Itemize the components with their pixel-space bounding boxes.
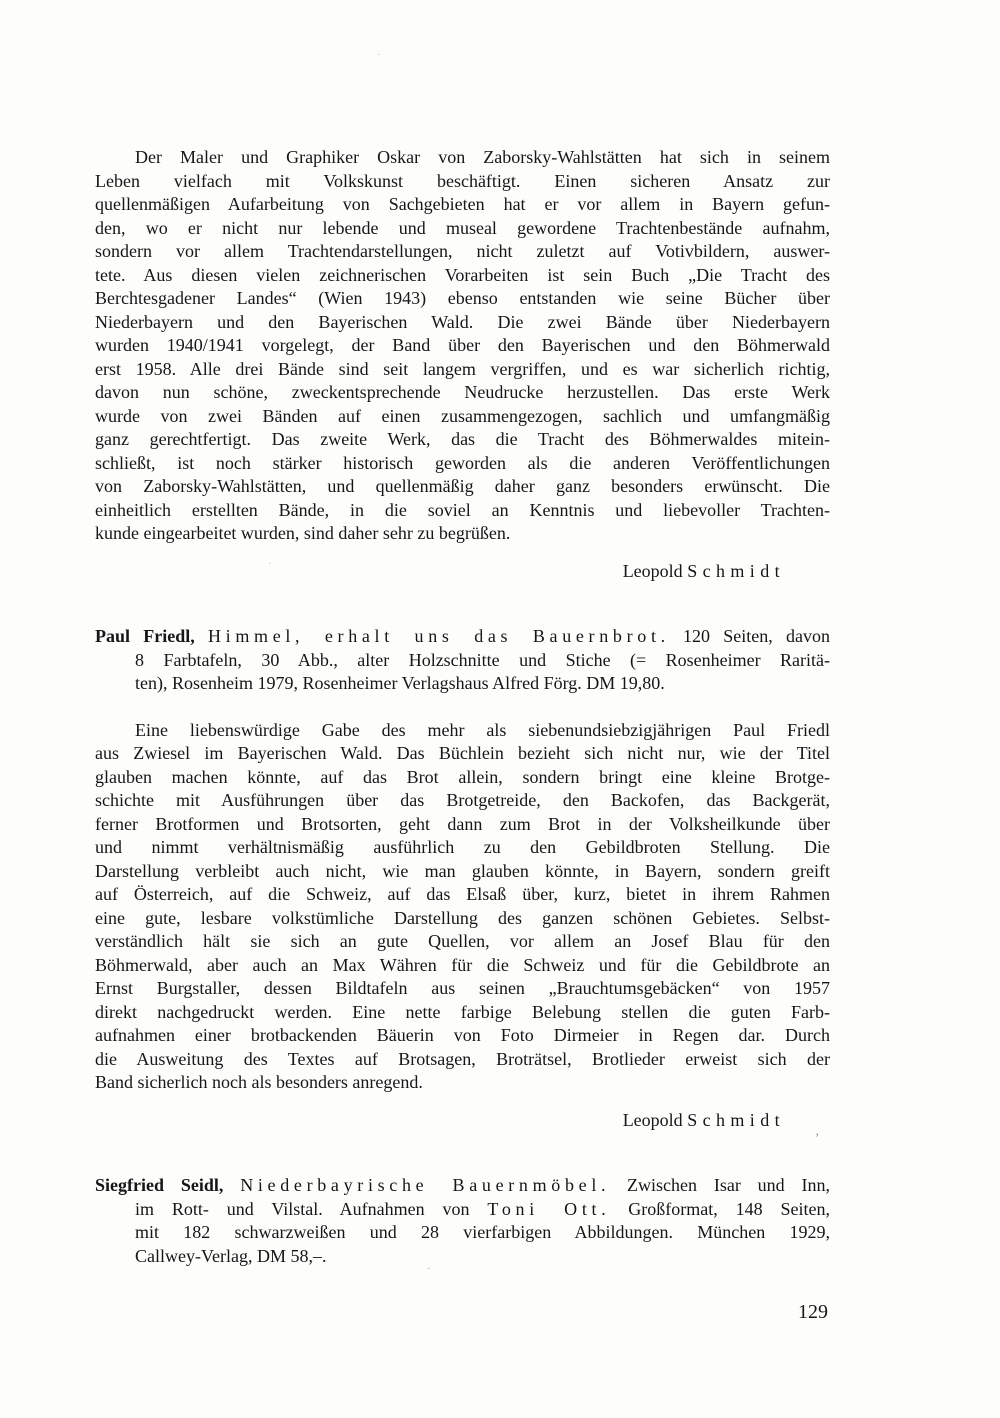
text-line: schichte mit Ausführungen über das Brotgetreide, den Backofen, das Backgerät, bbox=[95, 790, 830, 810]
text-line: Niederbayern und den Bayerischen Wald. Die zwei Bände über Niederbayern bbox=[95, 311, 830, 332]
text-line: Darstellung verbleibt auch nicht, wie man glauben könnte, in Bayern, sondern greift bbox=[95, 860, 830, 881]
text-line: aus Zwiesel im Bayerischen Wald. Das Büchlein bezieht sich nicht nur, wie der Titel bbox=[95, 743, 830, 763]
text-line: auf Österreich, auf die Schweiz, auf das Elsaß über, kurz, bietet in ihrem Rahmen bbox=[95, 884, 830, 904]
text-line: und nimmt verhältnismäßig ausführlich zu den Gebildbroten Stellung. Die bbox=[95, 837, 830, 857]
text-line: Eine liebenswürdige Gabe des mehr als siebenundsiebzigjährigen Paul Friedl bbox=[135, 719, 830, 740]
text-line: Ernst Burgstaller, dessen Bildtafeln aus seinen „Brauchtumsgebäcken“ von 1957 bbox=[95, 978, 830, 998]
speck-after-signature-2: ’ bbox=[815, 1130, 820, 1145]
text-line: Der Maler und Graphiker Oskar von Zaborsky-Wahlstätten hat sich in seinem bbox=[135, 147, 830, 167]
text-line: 8 Farbtafeln, 30 Abb., alter Holzschnitte und Stiche (= Rosenheimer Raritä- bbox=[135, 649, 830, 670]
signature-given-name: Leopold bbox=[622, 1109, 688, 1130]
text-line: Callwey-Verlag, DM 58,–. bbox=[135, 1245, 327, 1266]
signature-family-name: Schmidt bbox=[687, 1109, 785, 1130]
reviewer-signature-2 bbox=[95, 1109, 830, 1133]
text-line: den, wo er nicht nur lebende und museal gewordene Trachtenbestände aufnahm, bbox=[95, 217, 830, 238]
speck-mid-left: · bbox=[268, 559, 272, 570]
entry-details: 120 Seiten, davon bbox=[669, 626, 831, 646]
text-line: wurde von zwei Bänden auf einen zusammengezogen, sachlich und umfangmäßig bbox=[95, 405, 830, 426]
entry-author: Siegfried Seidl, bbox=[95, 1175, 241, 1195]
text-line: erst 1958. Alle drei Bände sind seit langem vergriffen, und es war sicherlich richtig, bbox=[95, 358, 830, 379]
text-line bbox=[95, 1198, 830, 1222]
text-line: ferner Brotformen und Brotsorten, geht dann zum Brot in der Volksheilkunde über bbox=[95, 813, 830, 834]
text-line: Leben vielfach mit Volkskunst beschäftigt. Einen sicheren Ansatz zur bbox=[95, 170, 830, 191]
review-paragraph-zaborsky bbox=[95, 146, 830, 546]
text-line: von Zaborsky-Wahlstätten, und quellenmäßig daher ganz besonders erwünscht. Die bbox=[95, 476, 830, 496]
text-line: wurden 1940/1941 vorgelegt, der Band über den Bayerischen und den Böhmerwald bbox=[95, 335, 830, 355]
text-line: eine gute, lesbare volkstümliche Darstellung des ganzen schönen Gebietes. Selbst- bbox=[95, 907, 830, 928]
signature-given-name: Leopold bbox=[622, 560, 688, 581]
text-line: ganz gerechtfertigt. Das zweite Werk, das die Tracht des Böhmerwaldes mitein- bbox=[95, 429, 830, 449]
speck-below-entry-2: · bbox=[427, 1263, 431, 1275]
text-line: die Ausweitung des Textes auf Brotsagen, Broträtsel, Brotlieder erweist sich der bbox=[95, 1048, 830, 1069]
text-column bbox=[95, 146, 830, 1291]
text-line: mit 182 schwarzweißen und 28 vierfarbigen Abbildungen. München 1929, bbox=[135, 1222, 830, 1242]
text-line: Band sicherlich noch als besonders anregend. bbox=[95, 1072, 423, 1092]
text-line: aufnahmen einer brotbackenden Bäuerin von Foto Dirmeier in Regen dar. Durch bbox=[95, 1025, 830, 1045]
entry-title: Niederbayrische Bauernmöbel. bbox=[240, 1175, 611, 1195]
entry-photographer: Toni Ott. bbox=[487, 1198, 611, 1219]
entry-details: im Rott- und Vilstal. Aufnahmen von bbox=[135, 1198, 488, 1219]
bibliography-entry-seidl bbox=[95, 1174, 830, 1268]
text-line: Böhmerwald, aber auch an Max Währen für die Schweiz und für die Gebildbrote an bbox=[95, 954, 830, 975]
text-line: einheitlich erstellten Bände, in die soviel an Kenntnis und liebevoller Trachten- bbox=[95, 499, 830, 520]
text-line: sondern vor allem Trachtendarstellungen, nicht zuletzt auf Votivbildern, auswer- bbox=[95, 241, 830, 261]
entry-details: Zwischen Isar und Inn, bbox=[610, 1175, 830, 1195]
text-line: tete. Aus diesen vielen zeichnerischen Vorarbeiten ist sein Buch „Die Tracht des bbox=[95, 264, 830, 285]
text-line: ten), Rosenheim 1979, Rosenheimer Verlagshaus Alfred Förg. DM 19,80. bbox=[135, 673, 665, 693]
bibliography-entry-friedl bbox=[95, 625, 830, 696]
entry-details: Großformat, 148 Seiten, bbox=[610, 1198, 831, 1219]
text-line: quellenmäßigen Aufarbeitung von Sachgebieten hat er vor allem in Bayern gefun- bbox=[95, 194, 830, 214]
text-line: glauben machen könnte, auf das Brot allein, sondern bringt eine kleine Brotge- bbox=[95, 766, 830, 787]
text-line: direkt nachgedruckt werden. Eine nette farbige Belebung stellen die guten Farb- bbox=[95, 1001, 830, 1022]
text-line bbox=[95, 1174, 830, 1198]
page-number: 129 bbox=[798, 1301, 828, 1323]
text-line: schließt, ist noch stärker historisch geworden als die anderen Veröffentlichungen bbox=[95, 452, 830, 473]
entry-author: Paul Friedl, bbox=[95, 626, 208, 646]
text-line: verständlich hält sie sich an gute Quellen, vor allem an Josef Blau für den bbox=[95, 931, 830, 951]
review-paragraph-friedl bbox=[95, 719, 830, 1095]
text-line bbox=[95, 625, 830, 649]
text-line: kunde eingearbeitet wurden, sind daher sehr zu begrüßen. bbox=[95, 523, 511, 543]
speck-top-center: · bbox=[377, 49, 381, 61]
entry-title: Himmel, erhalt uns das Bauernbrot. bbox=[207, 626, 670, 646]
text-line: Berchtesgadener Landes“ (Wien 1943) ebenso entstanden wie seine Bücher über bbox=[95, 288, 830, 308]
text-line: davon nun schöne, zweckentsprechende Neudrucke herzustellen. Das erste Werk bbox=[95, 382, 830, 402]
signature-family-name: Schmidt bbox=[687, 560, 785, 581]
reviewer-signature-1 bbox=[95, 560, 830, 584]
